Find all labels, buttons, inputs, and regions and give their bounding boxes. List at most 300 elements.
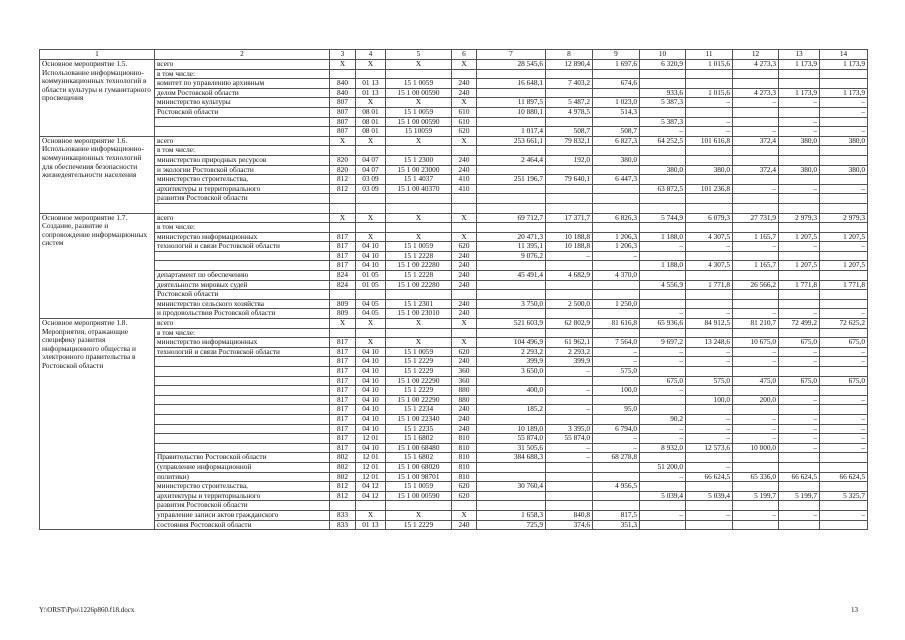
code-cell [330, 69, 356, 79]
code-cell: 817 [330, 232, 356, 242]
amount-cell [779, 155, 820, 165]
table-row [40, 434, 868, 444]
amount-cell [593, 88, 640, 98]
amount-cell: 100,0 [686, 395, 733, 405]
amount-cell: – [593, 434, 640, 444]
amount-cell: – [779, 395, 820, 405]
code-cell: 04 10 [356, 424, 386, 434]
amount-cell: – [733, 434, 779, 444]
executor-cell: и экологии Ростовской области [155, 165, 330, 175]
code-cell: 240 [452, 271, 477, 281]
footer-file-path: Y:\ORST\Ppo\1226p860.f18.docx [39, 606, 135, 614]
code-cell: 817 [330, 251, 356, 261]
amount-cell: 521 603,9 [477, 319, 546, 329]
code-cell: 15 1 2229 [386, 367, 452, 377]
amount-cell [733, 453, 779, 463]
amount-cell: 675,0 [820, 376, 868, 386]
amount-cell: 7 564,0 [593, 338, 640, 348]
amount-cell [640, 203, 686, 213]
code-cell: 01 05 [356, 271, 386, 281]
amount-cell [546, 261, 593, 271]
amount-cell: 9 697,2 [640, 338, 686, 348]
amount-cell: 8 932,0 [640, 443, 686, 453]
code-cell: 15 1 2228 [386, 271, 452, 281]
code-cell: 809 [330, 299, 356, 309]
code-cell: X [330, 319, 356, 329]
amount-cell: – [779, 434, 820, 444]
code-cell: X [386, 319, 452, 329]
code-cell: 810 [452, 462, 477, 472]
table-row [40, 117, 868, 127]
table-row [40, 491, 868, 501]
amount-cell: 12 573,6 [686, 443, 733, 453]
amount-cell: 380,0 [820, 165, 868, 175]
executor-cell: всего [155, 136, 330, 146]
table-row [40, 203, 868, 213]
code-cell: 240 [452, 79, 477, 89]
amount-cell: – [593, 357, 640, 367]
executor-cell: министерство культуры [155, 98, 330, 108]
amount-cell [820, 175, 868, 185]
amount-cell: – [640, 386, 686, 396]
amount-cell: – [546, 453, 593, 463]
table-row [40, 88, 868, 98]
amount-cell: 45 491,4 [477, 271, 546, 281]
amount-cell: 2 979,3 [820, 213, 868, 223]
amount-cell [546, 376, 593, 386]
amount-cell [477, 309, 546, 319]
amount-cell: 508,7 [546, 127, 593, 137]
amount-cell [686, 271, 733, 281]
executor-cell [155, 424, 330, 434]
amount-cell: – [733, 510, 779, 520]
amount-cell: 1 165,7 [733, 261, 779, 271]
code-cell: 12 01 [356, 453, 386, 463]
code-cell: X [452, 232, 477, 242]
code-cell [452, 146, 477, 156]
code-cell: 15 1 6802 [386, 434, 452, 444]
amount-cell: – [686, 510, 733, 520]
amount-cell: 514,3 [593, 107, 640, 117]
table-row [40, 184, 868, 194]
executor-cell: политики) [155, 472, 330, 482]
amount-cell [477, 290, 546, 300]
table-row [40, 69, 868, 79]
amount-cell [640, 251, 686, 261]
table-row [40, 338, 868, 348]
amount-cell [477, 472, 546, 482]
amount-cell [640, 107, 686, 117]
code-cell [356, 194, 386, 204]
amount-cell: – [820, 357, 868, 367]
header-cell: 9 [593, 50, 640, 60]
code-cell: 240 [452, 88, 477, 98]
amount-cell: 675,0 [640, 376, 686, 386]
amount-cell: 5 039,4 [686, 491, 733, 501]
amount-cell: 4 307,5 [686, 232, 733, 242]
amount-cell [779, 386, 820, 396]
executor-cell [155, 395, 330, 405]
code-cell: 01 05 [356, 280, 386, 290]
code-cell: 620 [452, 491, 477, 501]
measure-name: Основное мероприятие 1.5. Использование информационно-коммуникационных технологий в области культуры и гуманитарного просвещения [40, 60, 155, 137]
code-cell: X [452, 98, 477, 108]
code-cell: X [386, 338, 452, 348]
code-cell: X [386, 213, 452, 223]
amount-cell [733, 107, 779, 117]
amount-cell: 1 206,3 [593, 232, 640, 242]
amount-cell: 380,0 [779, 136, 820, 146]
code-cell: 610 [452, 117, 477, 127]
amount-cell: 72 625,2 [820, 319, 868, 329]
code-cell: 240 [452, 357, 477, 367]
amount-cell: 380,0 [779, 165, 820, 175]
code-cell: 840 [330, 79, 356, 89]
table-row [40, 482, 868, 492]
code-cell [356, 328, 386, 338]
amount-cell [686, 367, 733, 377]
amount-cell [733, 194, 779, 204]
amount-cell [686, 203, 733, 213]
code-cell [452, 501, 477, 511]
amount-cell: 28 545,6 [477, 60, 546, 70]
amount-cell: – [733, 98, 779, 108]
amount-cell [820, 146, 868, 156]
code-cell [386, 501, 452, 511]
amount-cell [593, 117, 640, 127]
amount-cell [820, 299, 868, 309]
amount-cell [546, 223, 593, 233]
amount-cell: 3 750,0 [477, 299, 546, 309]
table-row [40, 328, 868, 338]
code-cell: 812 [330, 482, 356, 492]
amount-cell: 65 336,0 [733, 472, 779, 482]
code-cell: 04 10 [356, 367, 386, 377]
amount-cell [733, 155, 779, 165]
header-cell: 8 [546, 50, 593, 60]
amount-cell [546, 462, 593, 472]
executor-cell: развития Ростовской области [155, 501, 330, 511]
code-cell: 817 [330, 405, 356, 415]
code-cell: 15 1 2234 [386, 405, 452, 415]
code-cell: 04 10 [356, 251, 386, 261]
amount-cell: – [546, 386, 593, 396]
table-row [40, 510, 868, 520]
amount-cell [546, 501, 593, 511]
amount-cell [820, 453, 868, 463]
amount-cell: – [593, 443, 640, 453]
table-row [40, 79, 868, 89]
amount-cell [733, 203, 779, 213]
code-cell: 04 10 [356, 261, 386, 271]
code-cell [330, 146, 356, 156]
code-cell: 04 10 [356, 357, 386, 367]
amount-cell: 933,6 [640, 88, 686, 98]
amount-cell: 31 505,6 [477, 443, 546, 453]
table-row [40, 347, 868, 357]
table-row [40, 453, 868, 463]
amount-cell [779, 405, 820, 415]
code-cell: X [356, 136, 386, 146]
code-cell: 01 13 [356, 79, 386, 89]
amount-cell: – [820, 184, 868, 194]
amount-cell: 2 979,3 [779, 213, 820, 223]
table-row [40, 175, 868, 185]
amount-cell [546, 280, 593, 290]
amount-cell [686, 69, 733, 79]
amount-cell: – [820, 510, 868, 520]
amount-cell: – [733, 347, 779, 357]
amount-cell: 5 199,7 [733, 491, 779, 501]
executor-cell: министерство сельского хозяйства [155, 299, 330, 309]
amount-cell [820, 290, 868, 300]
amount-cell: 4 556,9 [640, 280, 686, 290]
code-cell: 15 1 00 22280 [386, 280, 452, 290]
code-cell: X [452, 510, 477, 520]
amount-cell: 675,0 [820, 338, 868, 348]
amount-cell: 81 616,8 [593, 319, 640, 329]
code-cell [452, 290, 477, 300]
table-row [40, 251, 868, 261]
amount-cell [686, 299, 733, 309]
footer-page-number: 13 [851, 606, 858, 614]
code-cell: 15 1 00 00590 [386, 88, 452, 98]
executor-cell: министерство строительства, [155, 175, 330, 185]
amount-cell [593, 462, 640, 472]
amount-cell: 1 697,6 [593, 60, 640, 70]
code-cell: X [386, 232, 452, 242]
budget-table-sheet [39, 49, 867, 530]
amount-cell: 20 471,3 [477, 232, 546, 242]
amount-cell [593, 280, 640, 290]
amount-cell: 1 017,4 [477, 127, 546, 137]
amount-cell: – [733, 424, 779, 434]
amount-cell: 63 872,5 [640, 184, 686, 194]
amount-cell [546, 328, 593, 338]
amount-cell: – [779, 424, 820, 434]
code-cell: 240 [452, 299, 477, 309]
amount-cell: 17 371,7 [546, 213, 593, 223]
code-cell: X [356, 510, 386, 520]
amount-cell [779, 271, 820, 281]
amount-cell: 4 273,3 [733, 60, 779, 70]
code-cell: X [452, 136, 477, 146]
code-cell: 240 [452, 165, 477, 175]
amount-cell: – [733, 357, 779, 367]
amount-cell: – [686, 462, 733, 472]
executor-cell: всего [155, 213, 330, 223]
code-cell: 15 1 2301 [386, 299, 452, 309]
header-cell: 5 [386, 50, 452, 60]
code-cell: X [452, 319, 477, 329]
amount-cell [686, 501, 733, 511]
code-cell: 15 1 0059 [386, 347, 452, 357]
amount-cell [546, 395, 593, 405]
amount-cell [686, 146, 733, 156]
table-row [40, 424, 868, 434]
executor-cell: делом Ростовской области [155, 88, 330, 98]
amount-cell: 4 978,5 [546, 107, 593, 117]
amount-cell [686, 405, 733, 415]
executor-cell [155, 261, 330, 271]
amount-cell [640, 405, 686, 415]
executor-cell: в том числе: [155, 223, 330, 233]
table-row [40, 136, 868, 146]
executor-cell: архитектуры и территориального [155, 491, 330, 501]
code-cell: 15 1 2229 [386, 386, 452, 396]
amount-cell: 2 293,2 [546, 347, 593, 357]
amount-cell: 6 794,0 [593, 424, 640, 434]
executor-cell: Ростовской области [155, 107, 330, 117]
amount-cell [779, 328, 820, 338]
code-cell [386, 69, 452, 79]
amount-cell [546, 184, 593, 194]
code-cell: X [356, 232, 386, 242]
amount-cell [779, 482, 820, 492]
executor-cell: Ростовской области [155, 290, 330, 300]
code-cell: 817 [330, 414, 356, 424]
executor-cell [155, 367, 330, 377]
amount-cell: 2 500,0 [546, 299, 593, 309]
amount-cell [820, 520, 868, 530]
amount-cell [546, 194, 593, 204]
amount-cell: – [640, 510, 686, 520]
header-cell: 3 [330, 50, 356, 60]
amount-cell: – [640, 357, 686, 367]
code-cell [386, 194, 452, 204]
amount-cell: 253 661,1 [477, 136, 546, 146]
amount-cell: 101 616,8 [686, 136, 733, 146]
amount-cell: 72 499,2 [779, 319, 820, 329]
amount-cell [546, 309, 593, 319]
budget-table [39, 49, 868, 530]
amount-cell [477, 328, 546, 338]
executor-cell: архитектуры и территориального [155, 184, 330, 194]
amount-cell [546, 146, 593, 156]
executor-cell [155, 443, 330, 453]
code-cell: 807 [330, 107, 356, 117]
table-row [40, 357, 868, 367]
amount-cell [477, 146, 546, 156]
code-cell: 410 [452, 175, 477, 185]
code-cell: 04 10 [356, 405, 386, 415]
amount-cell: 61 962,1 [546, 338, 593, 348]
amount-cell: 10 189,0 [477, 424, 546, 434]
amount-cell: 1 173,9 [779, 88, 820, 98]
measure-name: Основное мероприятие 1.6. Использование информационно-коммуникационных технологий для обеспечения безопасности жизнедеятельности населения [40, 136, 155, 213]
code-cell: 810 [452, 443, 477, 453]
code-cell: 620 [452, 242, 477, 252]
table-row [40, 376, 868, 386]
amount-cell [686, 175, 733, 185]
amount-cell: 90,2 [640, 414, 686, 424]
code-cell: 01 13 [356, 520, 386, 530]
table-row [40, 309, 868, 319]
amount-cell: – [686, 127, 733, 137]
amount-cell [477, 117, 546, 127]
amount-cell [733, 367, 779, 377]
code-cell: 817 [330, 424, 356, 434]
amount-cell: 66 624,5 [779, 472, 820, 482]
amount-cell: 69 712,7 [477, 213, 546, 223]
code-cell: X [356, 60, 386, 70]
executor-cell: и продовольствия Ростовской области [155, 309, 330, 319]
amount-cell [779, 462, 820, 472]
code-cell: 15 1 2228 [386, 251, 452, 261]
code-cell: 824 [330, 280, 356, 290]
amount-cell [593, 472, 640, 482]
amount-cell: 675,0 [779, 376, 820, 386]
amount-cell: 10 188,8 [546, 242, 593, 252]
amount-cell: – [686, 117, 733, 127]
amount-cell [546, 472, 593, 482]
amount-cell [733, 501, 779, 511]
amount-cell [640, 328, 686, 338]
amount-cell [779, 251, 820, 261]
amount-cell [820, 271, 868, 281]
amount-cell: 674,6 [593, 79, 640, 89]
code-cell: X [356, 213, 386, 223]
code-cell: X [386, 136, 452, 146]
amount-cell: 5 199,7 [779, 491, 820, 501]
amount-cell: 351,3 [593, 520, 640, 530]
amount-cell: 10 000,0 [733, 443, 779, 453]
amount-cell [477, 376, 546, 386]
amount-cell [546, 491, 593, 501]
executor-cell: департамент по обеспечению [155, 271, 330, 281]
executor-cell: (управление информационной [155, 462, 330, 472]
amount-cell: – [686, 347, 733, 357]
amount-cell [477, 223, 546, 233]
code-cell: 817 [330, 434, 356, 444]
amount-cell [686, 520, 733, 530]
table-row [40, 194, 868, 204]
amount-cell [593, 69, 640, 79]
amount-cell: – [820, 414, 868, 424]
table-row [40, 395, 868, 405]
table-row [40, 232, 868, 242]
table-row [40, 299, 868, 309]
table-row [40, 414, 868, 424]
amount-cell: 1 165,7 [733, 232, 779, 242]
amount-cell: – [820, 434, 868, 444]
amount-cell: – [779, 309, 820, 319]
amount-cell [733, 146, 779, 156]
code-cell: X [386, 60, 452, 70]
code-cell: 15 1 0059 [386, 107, 452, 117]
executor-cell: в том числе: [155, 146, 330, 156]
code-cell [452, 328, 477, 338]
code-cell: 817 [330, 242, 356, 252]
executor-cell: развития Ростовской области [155, 194, 330, 204]
amount-cell: 65 936,6 [640, 319, 686, 329]
amount-cell: 380,0 [640, 165, 686, 175]
amount-cell: 2 293,2 [477, 347, 546, 357]
table-row [40, 501, 868, 511]
code-cell: 817 [330, 357, 356, 367]
amount-cell: – [686, 424, 733, 434]
executor-cell: Правительство Ростовской области [155, 453, 330, 463]
amount-cell: 372,4 [733, 136, 779, 146]
code-cell [452, 194, 477, 204]
amount-cell [686, 107, 733, 117]
amount-cell [779, 520, 820, 530]
amount-cell [640, 175, 686, 185]
amount-cell: 66 624,5 [686, 472, 733, 482]
table-row [40, 290, 868, 300]
amount-cell [593, 146, 640, 156]
code-cell: X [356, 319, 386, 329]
